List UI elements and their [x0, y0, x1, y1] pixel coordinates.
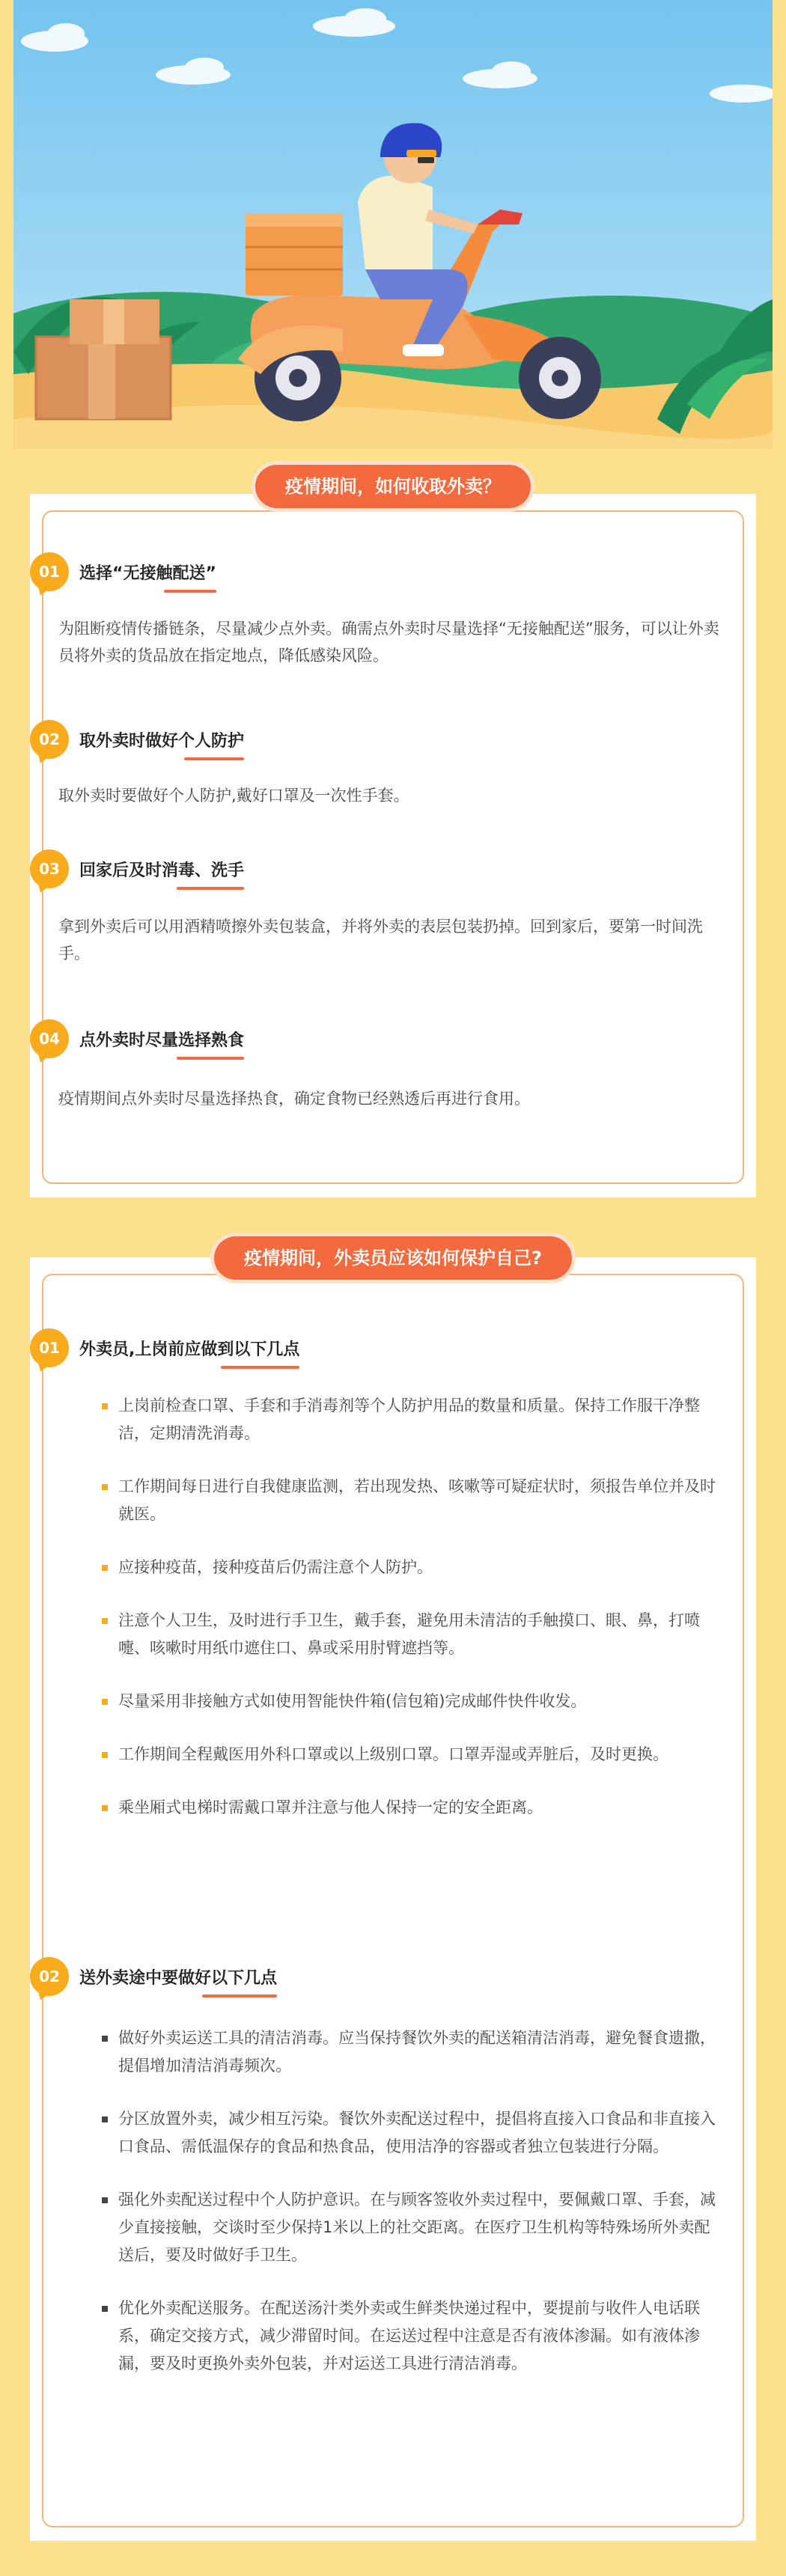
list-item: 分区放置外卖，减少相互污染。餐饮外卖配送过程中，提倡将直接入口食品和非直接入口食品、需低温保存的食品和热食品，使用洁净的容器或者独立包装进行分隔。 [118, 2105, 717, 2161]
item-01-text: 为阻断疫情传播链条，尽量减少点外卖。确需点外卖时尽量选择“无接触配送”服务，可以让外卖员将外卖的货品放在指定地点，降低感染风险。 [58, 620, 719, 665]
number-badge: 02 [30, 1957, 69, 1996]
section-border [42, 510, 744, 1184]
item-04-header [30, 1019, 244, 1058]
list-item: 工作期间全程戴医用外科口罩或以上级别口罩。口罩弄湿或弄脏后，及时更换。 [118, 1741, 717, 1768]
item-02-header [30, 720, 244, 759]
group-01-bullets [118, 1392, 717, 1822]
list-item: 优化外卖配送服务。在配送汤汁类外卖或生鲜类快递过程中，要提前与收件人电话联系，确定交接方式，减少滞留时间。在运送过程中注意是否有液体渗漏。如有液体渗漏，要及时更换外卖外包装，并对运送工具进行清洁消毒。 [118, 2295, 717, 2378]
list-item: 工作期间每日进行自我健康监测，若出现发热、咳嗽等可疑症状时，须报告单位并及时就医。 [118, 1473, 717, 1528]
list-item: 尽量采用非接触方式如使用智能快件箱(信包箱)完成邮件快件收发。 [118, 1688, 717, 1715]
list-item: 乘坐厢式电梯时需戴口罩并注意与他人保持一定的安全距离。 [118, 1794, 717, 1822]
item-03-text: 拿到外卖后可以用酒精喷擦外卖包装盒，并将外卖的表层包装扔掉。回到家后，要第一时间洗手。 [58, 918, 703, 962]
item-01-header [30, 552, 216, 591]
section1-title: 疫情期间，如何收取外卖？ [255, 465, 531, 508]
group-02-header [30, 1957, 277, 1996]
list-item: 上岗前检查口罩、手套和手消毒剂等个人防护用品的数量和质量。保持工作服干净整洁，定期清洗消毒。 [118, 1392, 717, 1447]
group-02-bullets [118, 2024, 717, 2378]
group-01-title: 外卖员,上岗前应做到以下几点 [79, 1337, 299, 1360]
number-badge: 01 [30, 1328, 69, 1367]
group-02-title: 送外卖途中要做好以下几点 [79, 1965, 277, 1989]
list-item: 应接种疫苗，接种疫苗后仍需注意个人防护。 [118, 1554, 717, 1581]
item-03-title: 回家后及时消毒、洗手 [79, 858, 244, 881]
list-item: 强化外卖配送过程中个人防护意识。在与顾客签收外卖过程中，要佩戴口罩、手套，减少直接接触，交谈时至少保持1米以上的社交距离。在医疗卫生机构等特殊场所外卖配送后，要及时做好手卫生。 [118, 2186, 717, 2269]
item-02-title: 取外卖时做好个人防护 [79, 728, 244, 751]
number-badge: 02 [30, 720, 69, 759]
section2-title: 疫情期间，外卖员应该如何保护自己? [214, 1236, 572, 1280]
number-badge: 04 [30, 1019, 69, 1058]
hero-svg [13, 0, 773, 490]
number-badge: 01 [30, 552, 69, 591]
list-item: 做好外卖运送工具的清洁消毒。应当保持餐饮外卖的配送箱清洁消毒，避免餐食遗撒，提倡增加清洁消毒频次。 [118, 2024, 717, 2080]
item-03-header [30, 849, 244, 888]
item-04-text: 疫情期间点外卖时尽量选择热食，确定食物已经熟透后再进行食用。 [58, 1090, 530, 1108]
number-badge: 03 [30, 849, 69, 888]
delivery-box [246, 213, 343, 296]
item-01-title: 选择“无接触配送” [79, 561, 216, 584]
item-04-title: 点外卖时尽量选择熟食 [79, 1028, 244, 1051]
item-02-text: 取外卖时要做好个人防护,戴好口罩及一次性手套。 [58, 787, 409, 805]
hero-illustration [13, 0, 773, 490]
list-item: 注意个人卫生，及时进行手卫生，戴手套，避免用未清洁的手触摸口、眼、鼻，打喷嚏、咳嗽时用纸巾遮住口、鼻或采用肘臂遮挡等。 [118, 1607, 717, 1662]
group-01-header [30, 1328, 299, 1367]
